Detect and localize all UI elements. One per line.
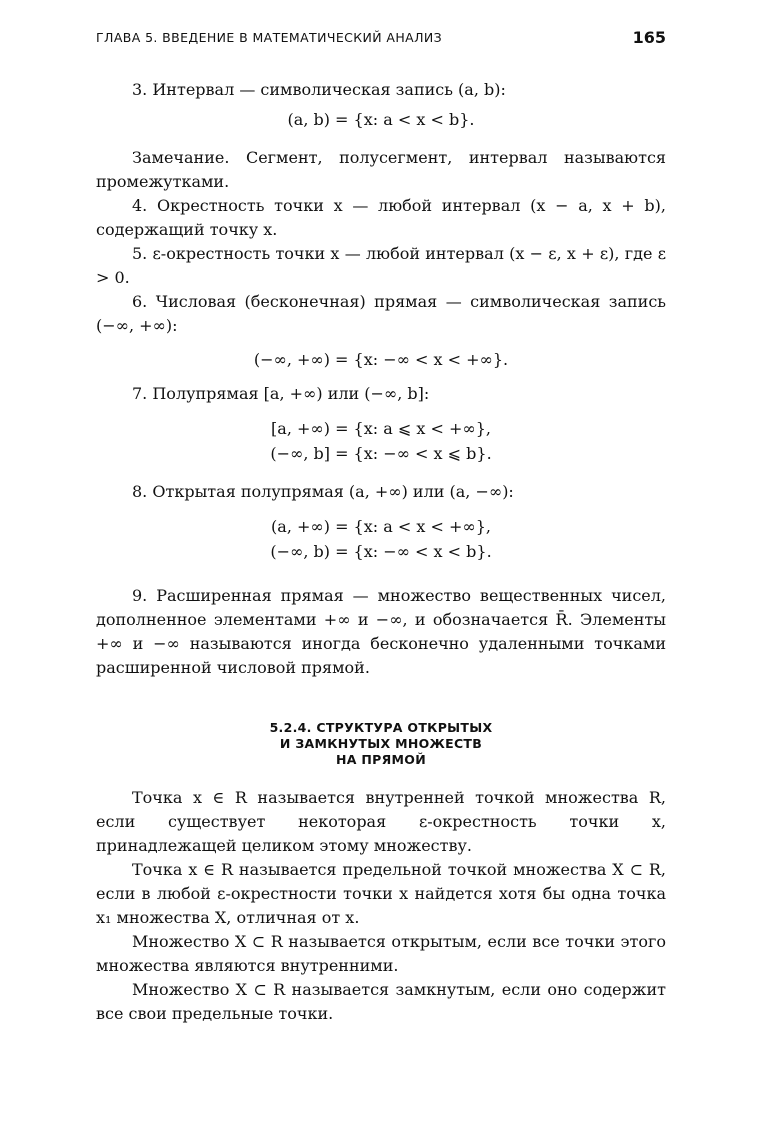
item-9-extended-line: 9. Расширенная прямая — множество вещественных чисел, дополненное элементами +∞ и −∞, и обозначается R̄. Элементы +∞ и −∞ называются иногда бесконечно удаленными точками расширенной числовой прямой. [96, 586, 666, 677]
item-7-half-line: 7. Полупрямая [a, +∞) или (−∞, b]: [132, 384, 430, 403]
formula-open-half-line-2: (−∞, b) = {x: −∞ < x < b}. [270, 542, 492, 561]
formula-number-line: (−∞, +∞) = {x: −∞ < x < +∞}. [253, 350, 509, 369]
formula-half-line-1: [a, +∞) = {x: a ⩽ x < +∞}, [271, 419, 491, 438]
item-3-interval: 3. Интервал — символическая запись (a, b): [132, 80, 506, 99]
page-number: 165 [632, 28, 666, 47]
item-8-open-half-line: 8. Открытая полупрямая (a, +∞) или (a, −∞): [132, 482, 514, 501]
formula-half-line-2: (−∞, b] = {x: −∞ < x ⩽ b}. [270, 444, 492, 463]
running-title: ГЛАВА 5. ВВЕДЕНИЕ В МАТЕМАТИЧЕСКИЙ АНАЛИЗ [96, 30, 443, 45]
paragraph-interior-point: Точка x ∈ R называется внутренней точкой множества R, если существует некоторая ε-окрестность точки x, принадлежащей целиком этому множеству. [96, 788, 666, 855]
page-body [96, 78, 666, 1026]
paragraph-closed-set: Множество X ⊂ R называется замкнутым, если оно содержит все свои предельные точки. [96, 980, 666, 1023]
section-heading-line-2: И ЗАМКНУТЫХ МНОЖЕСТВ [279, 736, 483, 751]
item-4-neighborhood: 4. Окрестность точки x — любой интервал (x − a, x + b), содержащий точку x. [96, 196, 666, 239]
paragraph-limit-point: Точка x ∈ R называется предельной точкой множества X ⊂ R, если в любой ε-окрестности точки x найдется хотя бы одна точка x₁ множества X, отличная от x. [96, 860, 666, 927]
section-heading [96, 720, 666, 768]
formula-open-half-line-1: (a, +∞) = {x: a < x < +∞}, [271, 517, 491, 536]
paragraph-open-set: Множество X ⊂ R называется открытым, если все точки этого множества являются внутренними. [96, 932, 666, 975]
item-6-number-line: 6. Числовая (бесконечная) прямая — символическая запись (−∞, +∞): [96, 292, 666, 335]
page-header [96, 28, 666, 50]
section-heading-line-1: 5.2.4. СТРУКТУРА ОТКРЫТЫХ [269, 720, 493, 735]
item-5-epsilon-neighborhood: 5. ε-окрестность точки x — любой интервал (x − ε, x + ε), где ε > 0. [96, 244, 666, 287]
section-heading-line-3: НА ПРЯМОЙ [336, 752, 426, 767]
formula-open-half-line-block [96, 514, 666, 564]
formula-half-line-block [96, 416, 666, 466]
formula-interval: (a, b) = {x: a < x < b}. [287, 110, 475, 129]
remark-paragraph: Замечание. Сегмент, полусегмент, интервал называются промежутками. [96, 148, 666, 191]
